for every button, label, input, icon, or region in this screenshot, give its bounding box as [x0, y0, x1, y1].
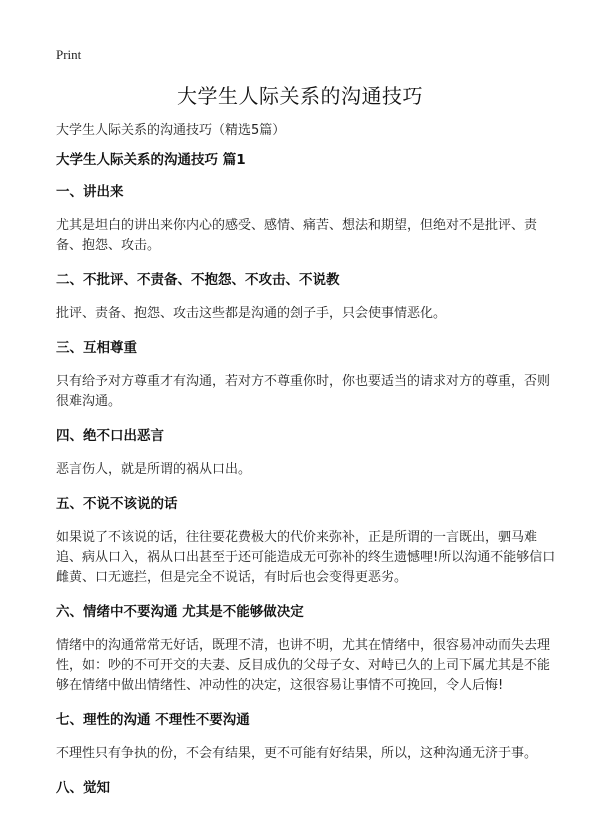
item-body-4: 恶言伤人，就是所谓的祸从口出。 — [56, 462, 252, 477]
item-heading-4: 四、绝不口出恶言 — [56, 428, 164, 444]
item-heading-1: 一、讲出来 — [56, 184, 124, 200]
document-body — [56, 148, 556, 812]
item-heading-2: 二、不批评、不责备、不抱怨、不攻击、不说教 — [56, 272, 340, 288]
item-heading-5: 五、不说不该说的话 — [56, 496, 178, 512]
print-link[interactable]: Print — [56, 47, 82, 62]
item-body-3: 只有给予对方尊重才有沟通，若对方不尊重你时，你也要适当的请求对方的尊重，否则很难沟通。 — [56, 374, 551, 409]
document-subtitle: 大学生人际关系的沟通技巧（精选5篇） — [56, 123, 286, 138]
item-body-7: 不理性只有争执的份，不会有结果，更不可能有好结果，所以，这种沟通无济于事。 — [56, 746, 538, 761]
item-body-1: 尤其是坦白的讲出来你内心的感受、感情、痛苦、想法和期望，但绝对不是批评、责备、抱怨、攻击。 — [56, 218, 538, 253]
item-heading-3: 三、互相尊重 — [56, 340, 137, 356]
item-heading-6: 六、情绪中不要沟通 尤其是不能够做决定 — [56, 604, 304, 620]
item-body-6: 情绪中的沟通常常无好话，既理不清，也讲不明，尤其在情绪中，很容易冲动而失去理性，如：吵的不可开交的夫妻、反目成仇的父母子女、对峙已久的上司下属尤其是不能够在情绪中做出情绪性、冲动性的决定，这很容易让事情不可挽回，令人后悔! — [56, 638, 551, 693]
item-body-5: 如果说了不该说的话，往往要花费极大的代价来弥补，正是所谓的一言既出，驷马难追、病从口入，祸从口出甚至于还可能造成无可弥补的终生遗憾哩!所以沟通不能够信口雌黄、口无遮拦，但是完全不说话，有时后也会变得更恶劣。 — [56, 530, 556, 585]
item-heading-8: 八、觉知 — [56, 780, 110, 796]
item-body-2: 批评、责备、抱怨、攻击这些都是沟通的刽子手，只会使事情恶化。 — [56, 306, 447, 321]
section-title: 大学生人际关系的沟通技巧 篇1 — [56, 152, 246, 168]
item-heading-7: 七、理性的沟通 不理性不要沟通 — [56, 712, 250, 728]
page-title: 大学生人际关系的沟通技巧 — [177, 84, 423, 108]
